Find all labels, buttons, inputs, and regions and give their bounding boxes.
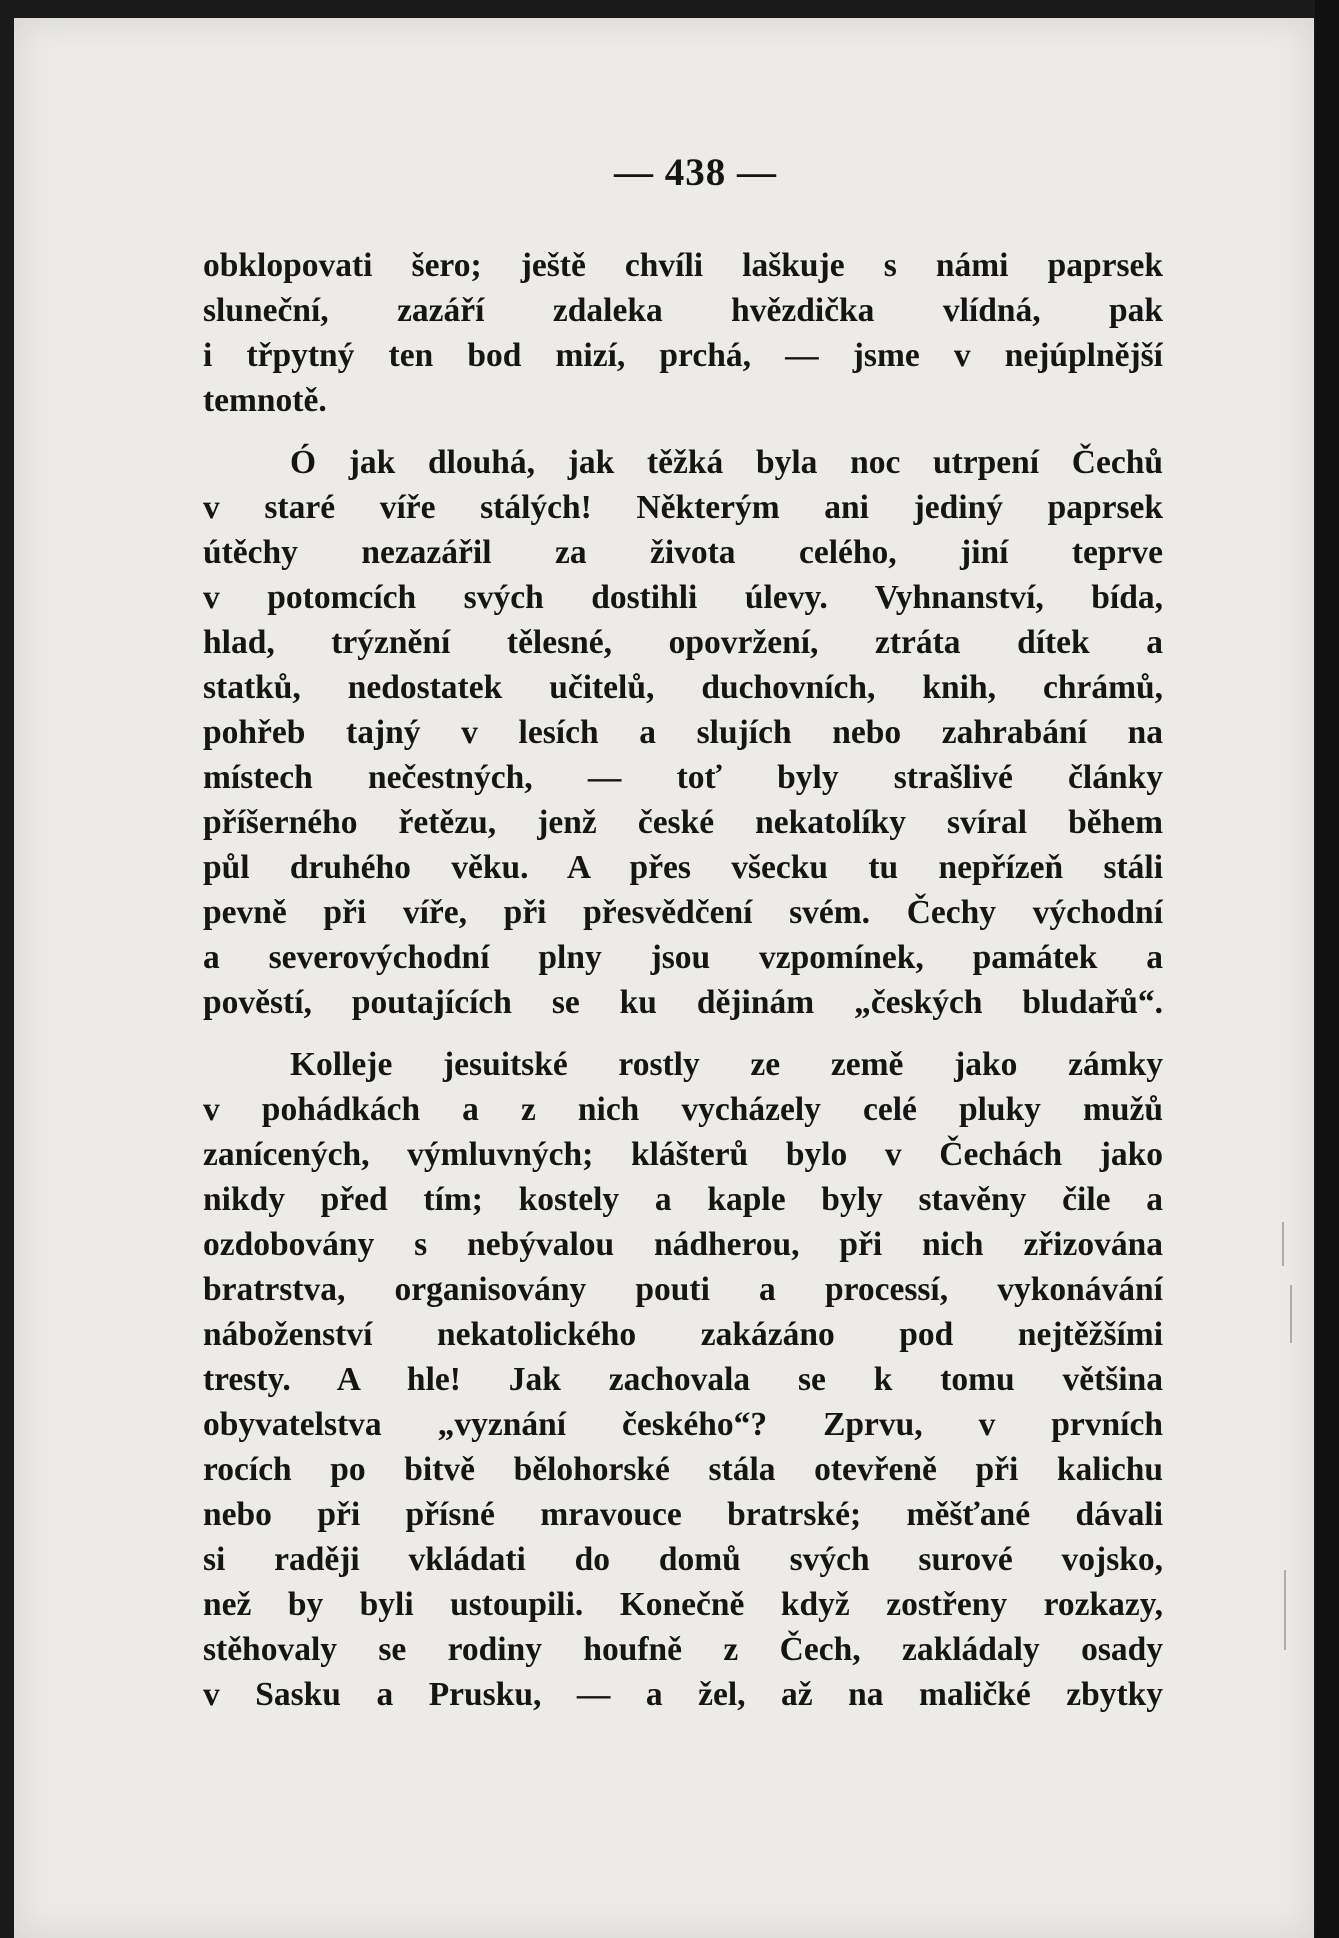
text-line: statků, nedostatek učitelů, duchovních, knih, chrámů, bbox=[203, 669, 1163, 706]
text-line: si raději vkládati do domů svých surové vojsko, bbox=[203, 1541, 1163, 1578]
paragraph-3 bbox=[203, 1042, 1163, 1717]
text-line: pověstí, poutajících se ku dějinám „českých bludařů“. bbox=[203, 984, 1163, 1021]
text-line: zanícených, výmluvných; klášterů bylo v Čechách jako bbox=[203, 1136, 1163, 1173]
text-line: místech nečestných, — toť byly strašlivé články bbox=[203, 759, 1163, 796]
text-line: sluneční, zazáří zdaleka hvězdička vlídná, pak bbox=[203, 292, 1163, 329]
text-line: Ó jak dlouhá, jak těžká byla noc utrpení Čechů bbox=[290, 444, 1163, 481]
text-line: náboženství nekatolického zakázáno pod nejtěžšími bbox=[203, 1316, 1163, 1353]
paragraph-2 bbox=[203, 440, 1163, 1025]
text-line: příšerného řetězu, jenž české nekatolíky svíral během bbox=[203, 804, 1163, 841]
text-line: stěhovaly se rodiny houfně z Čech, zakládaly osady bbox=[203, 1631, 1163, 1668]
page-number: — 438 — bbox=[614, 151, 777, 194]
text-line: rocích po bitvě bělohorské stála otevřeně při kalichu bbox=[203, 1451, 1163, 1488]
text-line: pevně při víře, při přesvědčení svém. Čechy východní bbox=[203, 894, 1163, 931]
text-line: hlad, trýznění tělesné, opovržení, ztráta dítek a bbox=[203, 624, 1163, 661]
text-line: temnotě. bbox=[203, 382, 327, 419]
text-line: Kolleje jesuitské rostly ze země jako zámky bbox=[290, 1046, 1163, 1083]
text-line: nebo při přísné mravouce bratrské; měšťané dávali bbox=[203, 1496, 1163, 1533]
text-line: obklopovati šero; ještě chvíli laškuje s námi paprsek bbox=[203, 247, 1163, 284]
text-line: i třpytný ten bod mizí, prchá, — jsme v nejúplnější bbox=[203, 337, 1163, 374]
text-line: pohřeb tajný v lesích a slujích nebo zahrabání na bbox=[203, 714, 1163, 751]
text-line: v pohádkách a z nich vycházely celé pluky mužů bbox=[203, 1091, 1163, 1128]
scan-artifact bbox=[1282, 1222, 1284, 1266]
scan-artifact bbox=[1284, 1570, 1286, 1650]
text-line: bratrstva, organisovány pouti a processí, vykonávání bbox=[203, 1271, 1163, 1308]
text-line: v staré víře stálých! Některým ani jediný paprsek bbox=[203, 489, 1163, 526]
text-line: tresty. A hle! Jak zachovala se k tomu většina bbox=[203, 1361, 1163, 1398]
text-line: než by byli ustoupili. Konečně když zostřeny rozkazy, bbox=[203, 1586, 1163, 1623]
body-text bbox=[203, 243, 1163, 1717]
text-line: obyvatelstva „vyznání českého“? Zprvu, v prvních bbox=[203, 1406, 1163, 1443]
text-line: v Sasku a Prusku, — a žel, až na maličké zbytky bbox=[203, 1676, 1163, 1713]
scan-artifact bbox=[1290, 1285, 1292, 1343]
text-line: útěchy nezazářil za života celého, jiní teprve bbox=[203, 534, 1163, 571]
paragraph-1 bbox=[203, 243, 1163, 423]
text-line: nikdy před tím; kostely a kaple byly stavěny čile a bbox=[203, 1181, 1163, 1218]
text-line: a severovýchodní plny jsou vzpomínek, památek a bbox=[203, 939, 1163, 976]
text-line: půl druhého věku. A přes všecku tu nepřízeň stáli bbox=[203, 849, 1163, 886]
page-edge-shadow bbox=[1315, 0, 1339, 1938]
text-line: v potomcích svých dostihli úlevy. Vyhnanství, bída, bbox=[203, 579, 1163, 616]
text-line: ozdobovány s nebývalou nádherou, při nich zřizována bbox=[203, 1226, 1163, 1263]
